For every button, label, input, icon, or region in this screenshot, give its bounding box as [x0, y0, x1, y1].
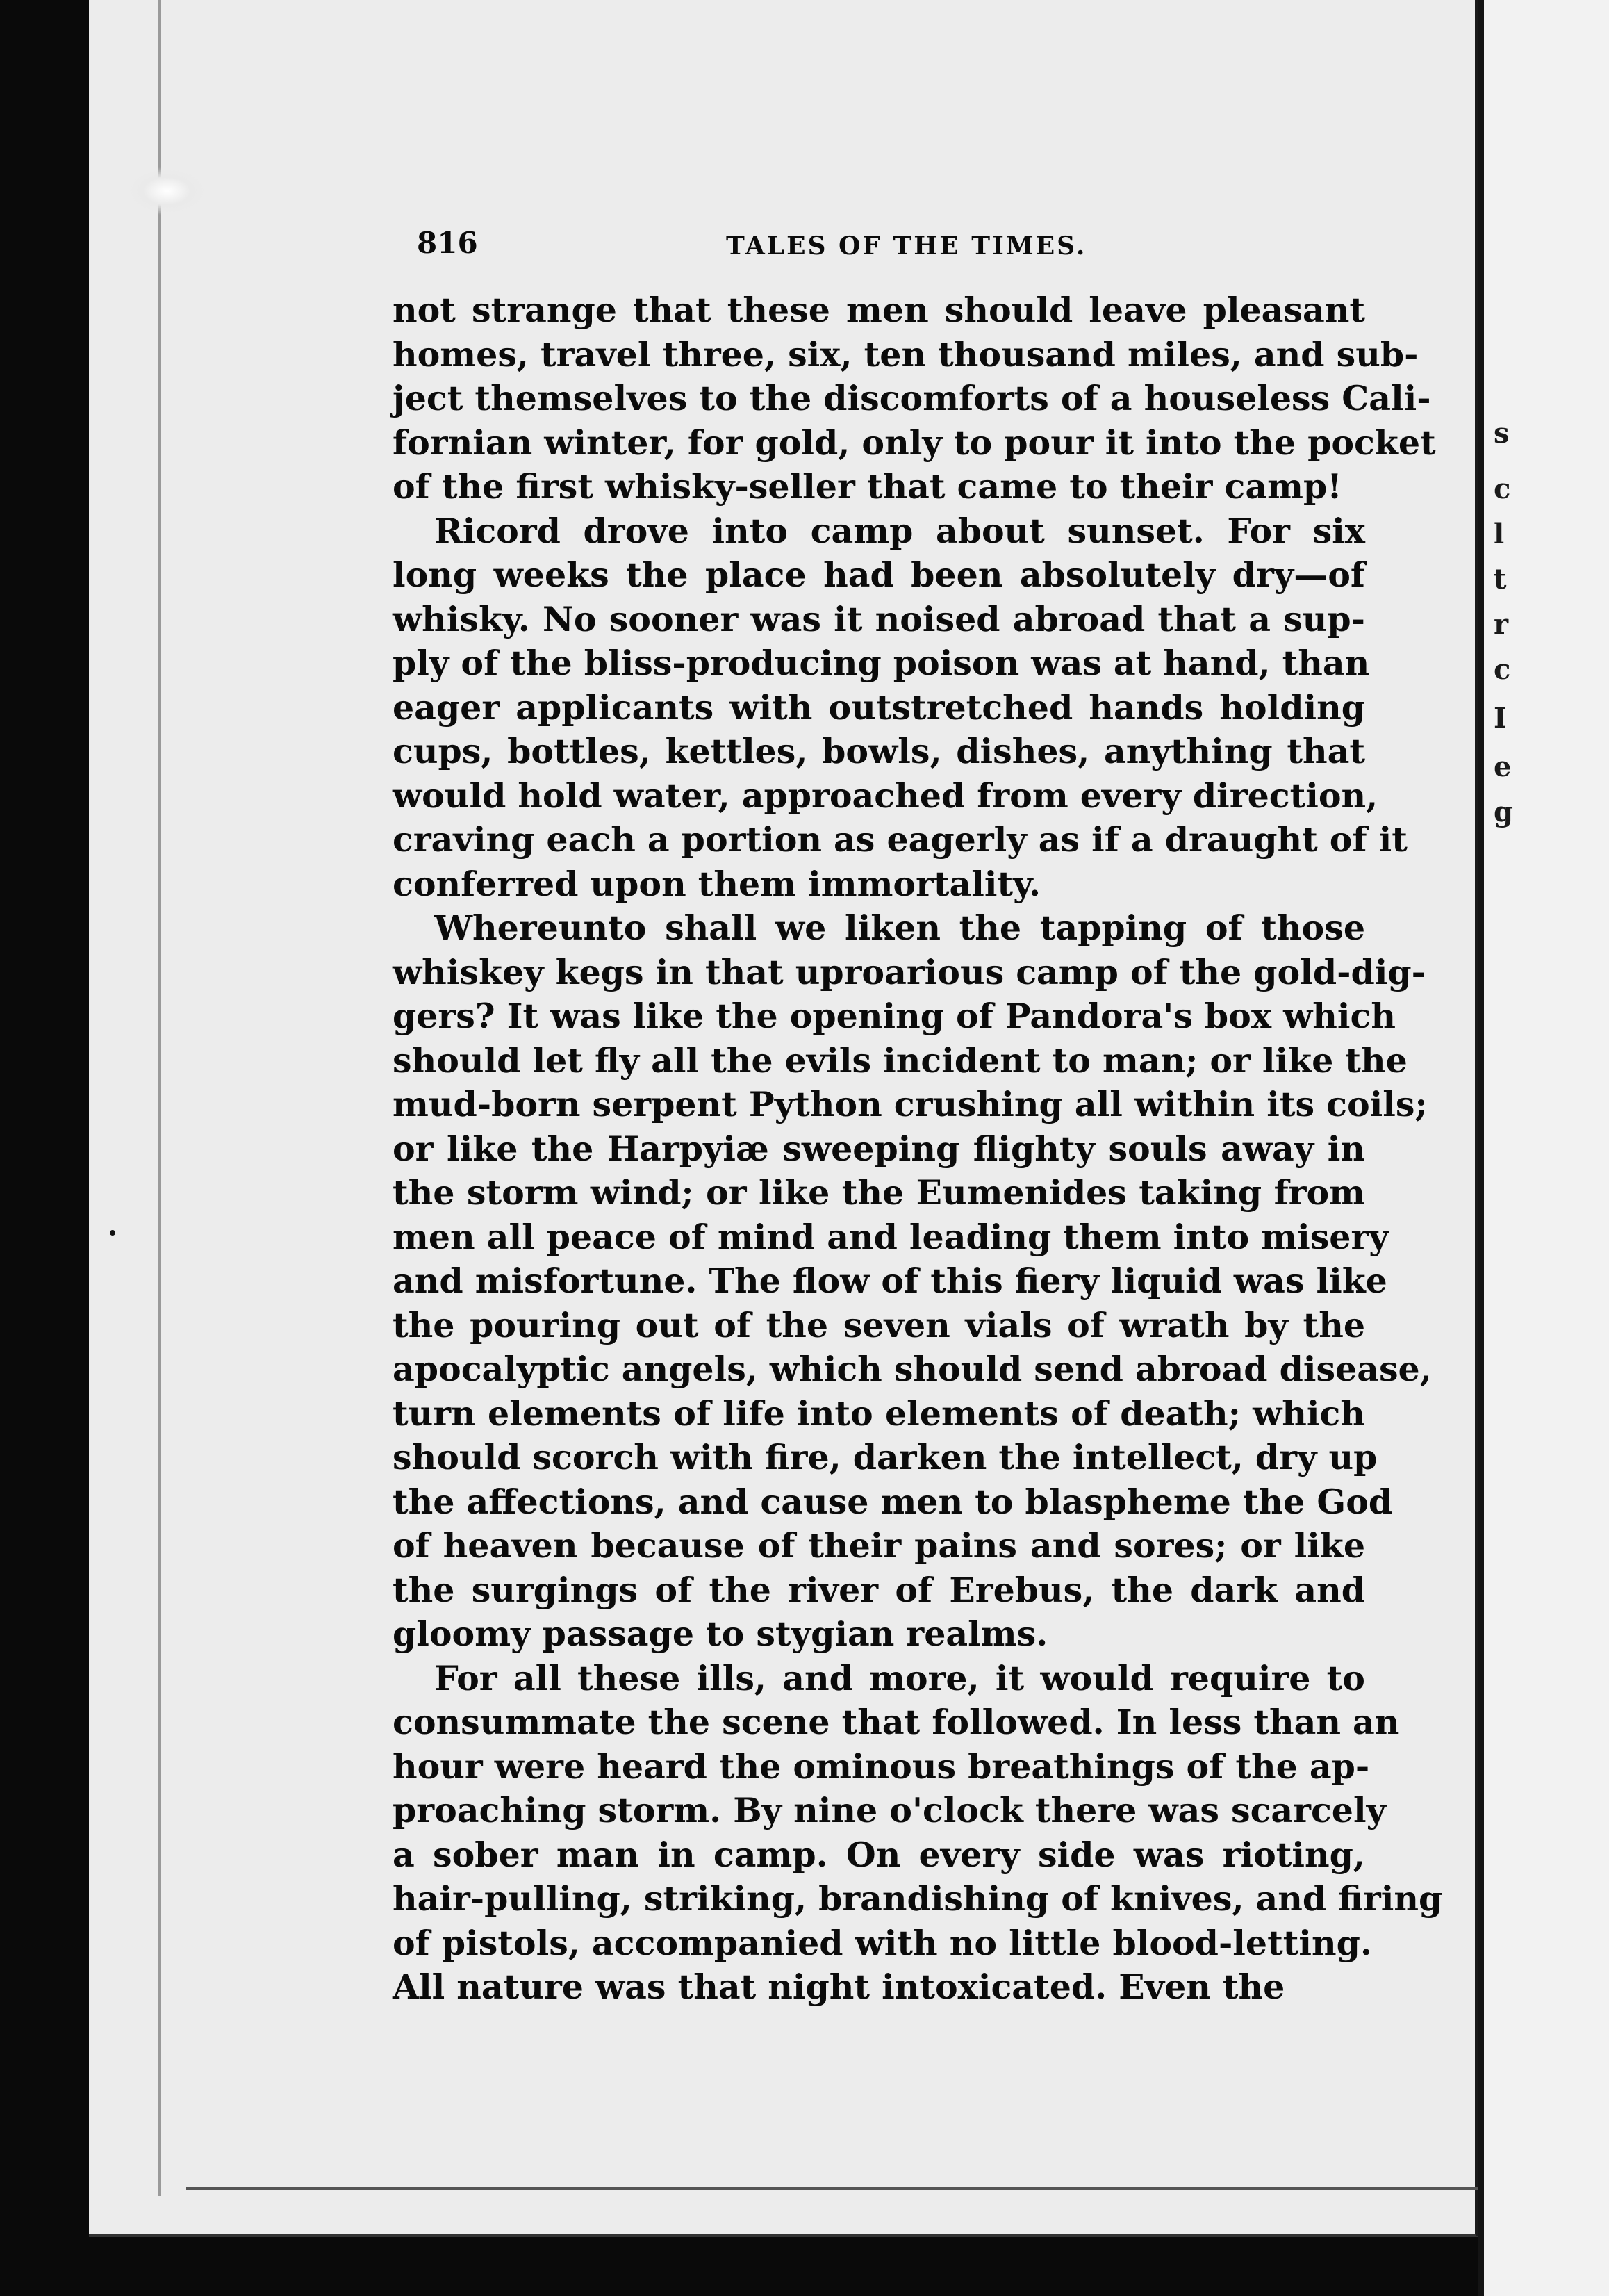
text-line: conferred upon them immortality.: [393, 863, 1041, 904]
bottom-rule: [186, 2187, 1478, 2190]
text-line: gers? It was like the opening of Pandora's box which: [393, 996, 1396, 1036]
scan-speck: [110, 1230, 115, 1236]
text-line: not strange that these men should leave pleasant: [393, 290, 1365, 330]
facing-page-strip: [1478, 0, 1609, 2296]
facing-page-letter: I: [1494, 702, 1507, 735]
text-line: hour were heard the ominous breathings of the ap-: [393, 1746, 1370, 1787]
text-line: the storm wind; or like the Eumenides taking from: [393, 1172, 1365, 1213]
text-line: cups, bottles, kettles, bowls, dishes, anything that: [393, 731, 1365, 771]
text-line: fornian winter, for gold, only to pour it into the pocket: [393, 422, 1436, 463]
text-line: whisky. No sooner was it noised abroad that a sup-: [393, 598, 1365, 639]
text-line: of the first whisky-seller that came to their camp!: [393, 466, 1342, 507]
text-line: For all these ills, and more, it would require to: [434, 1657, 1365, 1698]
text-line: Ricord drove into camp about sunset. For six: [434, 510, 1365, 551]
text-line: turn elements of life into elements of death; which: [393, 1393, 1365, 1434]
facing-page-letter: r: [1494, 608, 1509, 641]
scan-blemish: [125, 167, 208, 215]
text-line: a sober man in camp. On every side was rioting,: [393, 1834, 1365, 1875]
text-line: craving each a portion as eagerly as if a draught of it: [393, 819, 1408, 860]
running-title: TALES OF THE TIMES.: [726, 231, 1087, 261]
facing-page-letter: g: [1494, 796, 1513, 828]
running-head: [417, 226, 1376, 268]
text-line: or like the Harpyiæ sweeping flighty souls away in: [393, 1128, 1365, 1169]
text-line: of pistols, accompanied with no little blood-letting.: [393, 1922, 1372, 1963]
paragraph: [393, 906, 1432, 1657]
text-line: whiskey kegs in that uproarious camp of the gold-dig-: [393, 951, 1426, 992]
body-text: [393, 288, 1443, 2010]
text-line: hair-pulling, striking, brandishing of knives, and firing: [393, 1878, 1443, 1919]
text-line: eager applicants with outstretched hands holding: [393, 687, 1365, 728]
text-line: would hold water, approached from every direction,: [393, 775, 1378, 816]
text-line: the pouring out of the seven vials of wrath by the: [393, 1304, 1365, 1345]
text-line: and misfortune. The flow of this fiery liquid was like: [393, 1261, 1387, 1301]
text-line: ject themselves to the discomforts of a houseless Cali-: [393, 378, 1431, 418]
text-line: mud-born serpent Python crushing all within its coils;: [393, 1084, 1428, 1124]
text-line: proaching storm. By nine o'clock there was scarcely: [393, 1790, 1387, 1830]
text-line: the affections, and cause men to blaspheme the God: [393, 1481, 1393, 1522]
text-line: should let fly all the evils incident to man; or like the: [393, 1040, 1408, 1081]
text-line: men all peace of mind and leading them into misery: [393, 1216, 1389, 1257]
facing-page-letter: c: [1494, 653, 1511, 686]
text-line: homes, travel three, six, ten thousand miles, and sub-: [393, 334, 1419, 375]
facing-page-letter: c: [1494, 473, 1511, 505]
paragraph: [393, 509, 1408, 907]
text-line: the surgings of the river of Erebus, the dark and: [393, 1569, 1365, 1610]
text-line: gloomy passage to stygian realms.: [393, 1614, 1048, 1654]
facing-page-letter: t: [1494, 563, 1507, 596]
text-line: Whereunto shall we liken the tapping of those: [434, 908, 1365, 948]
text-line: long weeks the place had been absolutely dry—of: [393, 555, 1365, 595]
text-line: apocalyptic angels, which should send abroad disease,: [393, 1349, 1432, 1389]
facing-page-letter: s: [1494, 417, 1510, 450]
facing-page-edge: [1478, 0, 1484, 2296]
text-line: should scorch with fire, darken the intellect, dry up: [393, 1437, 1378, 1477]
text-line: ply of the bliss-producing poison was at hand, than: [393, 643, 1370, 683]
text-line: consummate the scene that followed. In less than an: [393, 1702, 1400, 1742]
text-line: All nature was that night intoxicated. Even the: [393, 1967, 1285, 2007]
text-line: of heaven because of their pains and sores; or like: [393, 1525, 1365, 1566]
gutter-rule: [158, 0, 161, 2196]
paragraph: [393, 288, 1436, 509]
facing-page-letter: l: [1494, 518, 1505, 550]
paragraph: [393, 1657, 1443, 2010]
facing-page-letter: e: [1494, 751, 1512, 783]
page-number: 816: [417, 226, 478, 260]
